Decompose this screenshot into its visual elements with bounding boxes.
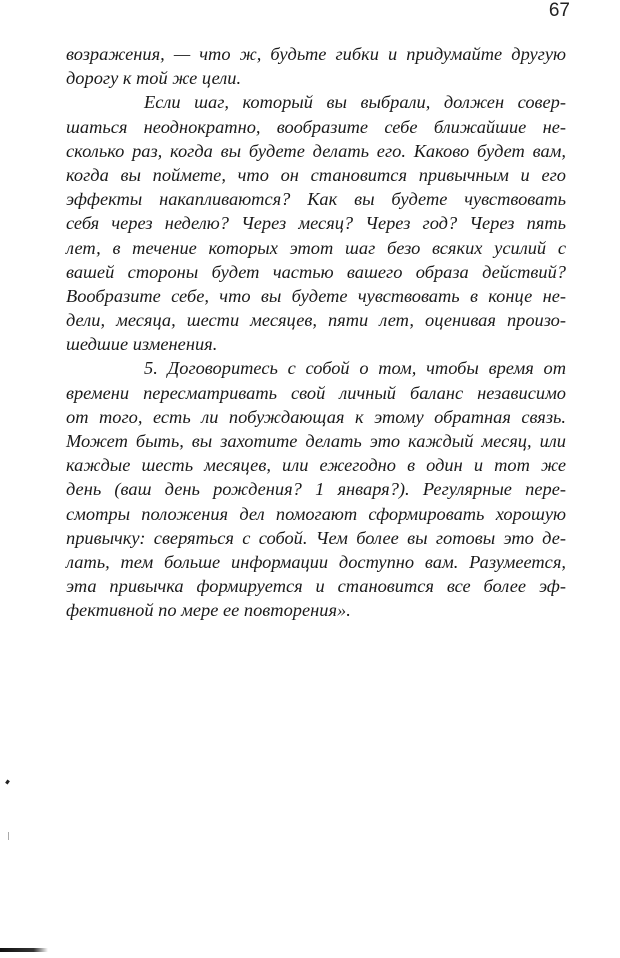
text-line: фективной по мере ее повторения». [66,600,351,621]
scan-artifact-mark [8,832,9,840]
text-line: себя через неделю? Через месяц? Через год? Через пять [66,213,566,234]
scan-artifact-edge [0,948,48,952]
body-text [66,42,566,623]
text-line: шедшие изменения. [66,334,218,355]
paragraph-start-line: Если шаг, который вы выбрали, должен совер- [144,92,566,113]
text-line: каждые шесть месяцев, или ежегодно в один и тот же [66,455,566,476]
text-line: шаться неоднократно, вообразите себе ближайшие не- [66,116,566,137]
text-line: дорогу к той же цели. [66,68,242,89]
text-line: Вообразите себе, что вы будете чувствовать в конце не- [66,285,566,306]
text-line: от того, есть ли побуждающая к этому обратная связь. [66,406,566,427]
text-line: когда вы поймете, что он становится привычным и его [66,164,566,185]
paragraph-start-line: 5. Договоритесь с собой о том, чтобы время от [144,358,566,379]
text-line: лет, в течение которых этот шаг безо всяких усилий с [66,237,566,258]
scan-artifact-mark [5,780,10,785]
text-line: дели, месяца, шести месяцев, пяти лет, оценивая произо- [66,310,566,331]
text-line: лать, тем больше информации доступно вам. Разумеется, [66,551,566,572]
text-line: привычку: сверяться с собой. Чем более вы готовы это де- [66,527,566,548]
text-line: вашей стороны будет частью вашего образа действий? [66,261,566,282]
text-line: Может быть, вы захотите делать это каждый месяц, или [66,431,566,451]
text-line: эффекты накапливаются? Как вы будете чувствовать [66,189,566,210]
text-line: день (ваш день рождения? 1 января?). Регулярные пере- [66,479,566,500]
text-line: сколько раз, когда вы будете делать его. Каково будет вам, [66,140,566,161]
text-line: эта привычка формируется и становится все более эф- [66,576,566,597]
page-number: 67 [548,0,570,21]
text-line: времени пересматривать свой личный баланс независимо [66,382,566,403]
text-line: смотры положения дел помогают сформировать хорошую [66,503,566,524]
text-line: возражения, — что ж, будьте гибки и придумайте другую [66,44,566,64]
